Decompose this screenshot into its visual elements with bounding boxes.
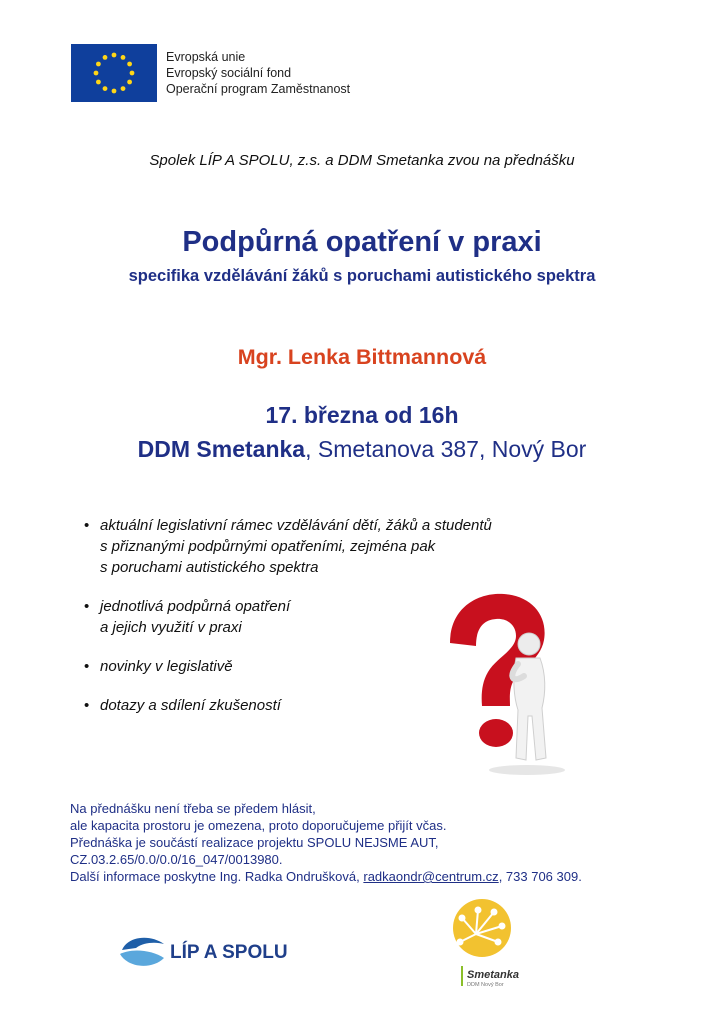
smetanka-name: Smetanka	[467, 969, 519, 981]
list-item	[80, 656, 440, 677]
eu-line-1: Evropská unie	[166, 50, 246, 64]
info-line-3: Přednáška je součástí realizace projektu SPOLU NEJSME AUT,	[70, 835, 439, 850]
bullet-icon: •	[84, 697, 90, 714]
eu-line-2: Evropský sociální fond	[166, 66, 292, 80]
eu-stars-icon	[71, 44, 157, 102]
eu-header-text	[166, 49, 350, 97]
lecture-date: 17. března od 16h	[265, 402, 459, 428]
topics-list	[80, 515, 492, 734]
venue-name: DDM Smetanka	[137, 436, 306, 462]
info-line-1: Na přednášku není třeba se předem hlásit,	[70, 801, 316, 816]
info-line-4: CZ.03.2.65/0.0/0.0/16_047/0013980.	[70, 852, 283, 867]
lecture-subtitle: specifika vzdělávání žáků s poruchami autistického spektra	[128, 267, 596, 285]
smetanka-sub: DDM Nový Bor	[467, 982, 504, 988]
info-block	[70, 800, 582, 885]
topic-line: novinky v legislativě	[100, 658, 233, 675]
invitation-text: Spolek LÍP A SPOLU, z.s. a DDM Smetanka zvou na přednášku	[149, 152, 575, 169]
lip-logo-text: LÍP A SPOLU	[170, 942, 288, 963]
question-mark-figure-illustration	[432, 588, 572, 778]
eu-line-3: Operační program Zaměstnanost	[166, 82, 351, 96]
email-link[interactable]: radkaondr@centrum.cz	[363, 869, 499, 884]
bullet-icon: •	[84, 517, 90, 534]
bullet-icon: •	[84, 658, 90, 675]
lecture-title: Podpůrná opatření v praxi	[182, 226, 542, 258]
list-item	[80, 695, 440, 716]
contact-prefix: Další informace poskytne Ing. Radka Ondrušková,	[70, 869, 364, 884]
list-item	[80, 515, 492, 578]
info-line-2: ale kapacita prostoru je omezena, proto doporučujeme přijít včas.	[70, 818, 447, 833]
venue-address: , Smetanova 387, Nový Bor	[305, 436, 587, 462]
topic-line: dotazy a sdílení zkušeností	[100, 697, 281, 714]
info-line-5	[70, 868, 582, 885]
topic-line: jednotlivá podpůrná opatření	[100, 598, 291, 615]
contact-suffix: , 733 706 309.	[498, 869, 582, 884]
smetanka-mark-icon	[446, 898, 536, 990]
topic-line: a jejich využití v praxi	[100, 619, 242, 636]
lip-a-spolu-mark-icon	[118, 928, 304, 972]
topic-line: s poruchami autistického spektra	[100, 559, 319, 576]
lip-a-spolu-logo	[118, 928, 304, 972]
lecture-venue	[0, 436, 724, 463]
smetanka-logo	[446, 898, 536, 990]
question-mark-icon	[432, 588, 572, 778]
eu-flag-logo	[71, 44, 157, 102]
bullet-icon: •	[84, 598, 90, 615]
speaker-name: Mgr. Lenka Bittmannová	[237, 345, 487, 369]
topic-line: aktuální legislativní rámec vzdělávání dětí, žáků a studentů	[100, 517, 492, 534]
topic-line: s přiznanými podpůrnými opatřeními, zejména pak	[100, 538, 436, 555]
list-item	[80, 596, 440, 638]
